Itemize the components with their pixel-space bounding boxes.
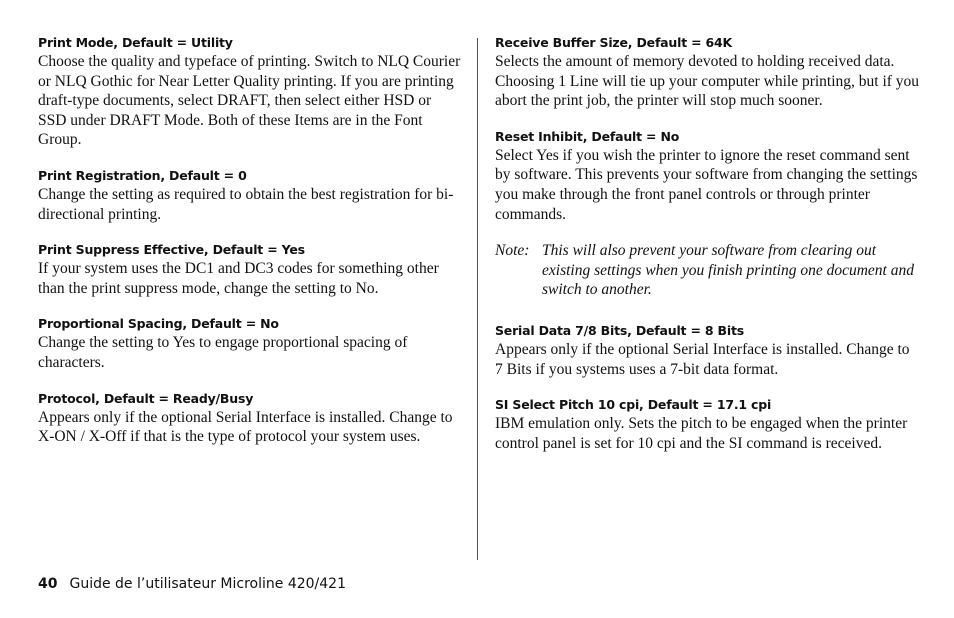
setting-heading: Print Suppress Effective, Default = Yes — [38, 242, 305, 258]
setting-heading: Print Registration, Default = 0 — [38, 167, 247, 183]
note-label: Note: — [495, 242, 530, 260]
setting-description: Change the setting to Yes to engage proportional spacing of characters. — [38, 334, 408, 371]
setting-heading: Print Mode, Default = Utility — [38, 35, 233, 50]
setting-heading: Reset Inhibit, Default = No — [495, 128, 680, 144]
setting-description: Appears only if the optional Serial Interface is installed. Change to X-ON / X-Off if that is the type of protocol your system uses. — [38, 408, 453, 446]
setting-description: IBM emulation only. Sets the pitch to be engaged when the printer control panel is set for 10 cpi and the SI command is received. — [495, 415, 908, 452]
setting-entry-protocol — [38, 390, 462, 447]
setting-entry-proportional-spacing — [38, 315, 462, 372]
setting-entry-serial-data-bits — [495, 322, 920, 379]
setting-entry-print-mode — [38, 34, 462, 150]
setting-description: Appears only if the optional Serial Interface is installed. Change to 7 Bits if you systems uses a 7-bit data format. — [495, 340, 910, 378]
left-column — [38, 34, 462, 464]
setting-description: Choose the quality and typeface of printing. Switch to NLQ Courier or NLQ Gothic for Near Letter Quality printing. If you are printing draft-type documents, select DRAFT, then select either HSD or SSD under DRAFT Mode. Both of these Items are in the Font Group. — [38, 53, 461, 149]
setting-heading: Protocol, Default = Ready/Busy — [38, 390, 254, 406]
setting-heading: SI Select Pitch 10 cpi, Default = 17.1 cpi — [495, 397, 772, 413]
setting-entry-reset-inhibit — [495, 128, 920, 224]
setting-description: Selects the amount of memory devoted to holding received data. Choosing 1 Line will tie up your computer while printing, but if you abort the print job, the printer will stop much sooner. — [495, 53, 920, 110]
setting-description: Change the setting as required to obtain the best registration for bi-directional printing. — [38, 185, 454, 223]
setting-entry-print-registration — [38, 167, 462, 224]
setting-entry-receive-buffer — [495, 34, 920, 111]
setting-entry-si-select-pitch — [495, 396, 920, 453]
page-number: 40 — [38, 576, 58, 592]
note-block — [495, 241, 920, 300]
setting-entry-print-suppress — [38, 241, 462, 298]
setting-heading: Proportional Spacing, Default = No — [38, 316, 279, 332]
setting-heading: Serial Data 7/8 Bits, Default = 8 Bits — [495, 322, 744, 338]
setting-description: Select Yes if you wish the printer to ignore the reset command sent by software. This prevents your software from changing the settings you make through the front panel controls or through printer commands. — [495, 146, 918, 223]
setting-heading: Receive Buffer Size, Default = 64K — [495, 35, 733, 50]
note-text: This will also prevent your software from clearing out existing settings when you finish printing one document and switch to another. — [542, 242, 914, 299]
setting-description: If your system uses the DC1 and DC3 codes for something other than the print suppress mode, change the setting to No. — [38, 260, 439, 297]
page-footer — [38, 575, 346, 593]
column-divider — [477, 38, 478, 560]
footer-title: Guide de l’utilisateur Microline 420/421 — [69, 576, 346, 592]
right-column — [495, 34, 920, 470]
